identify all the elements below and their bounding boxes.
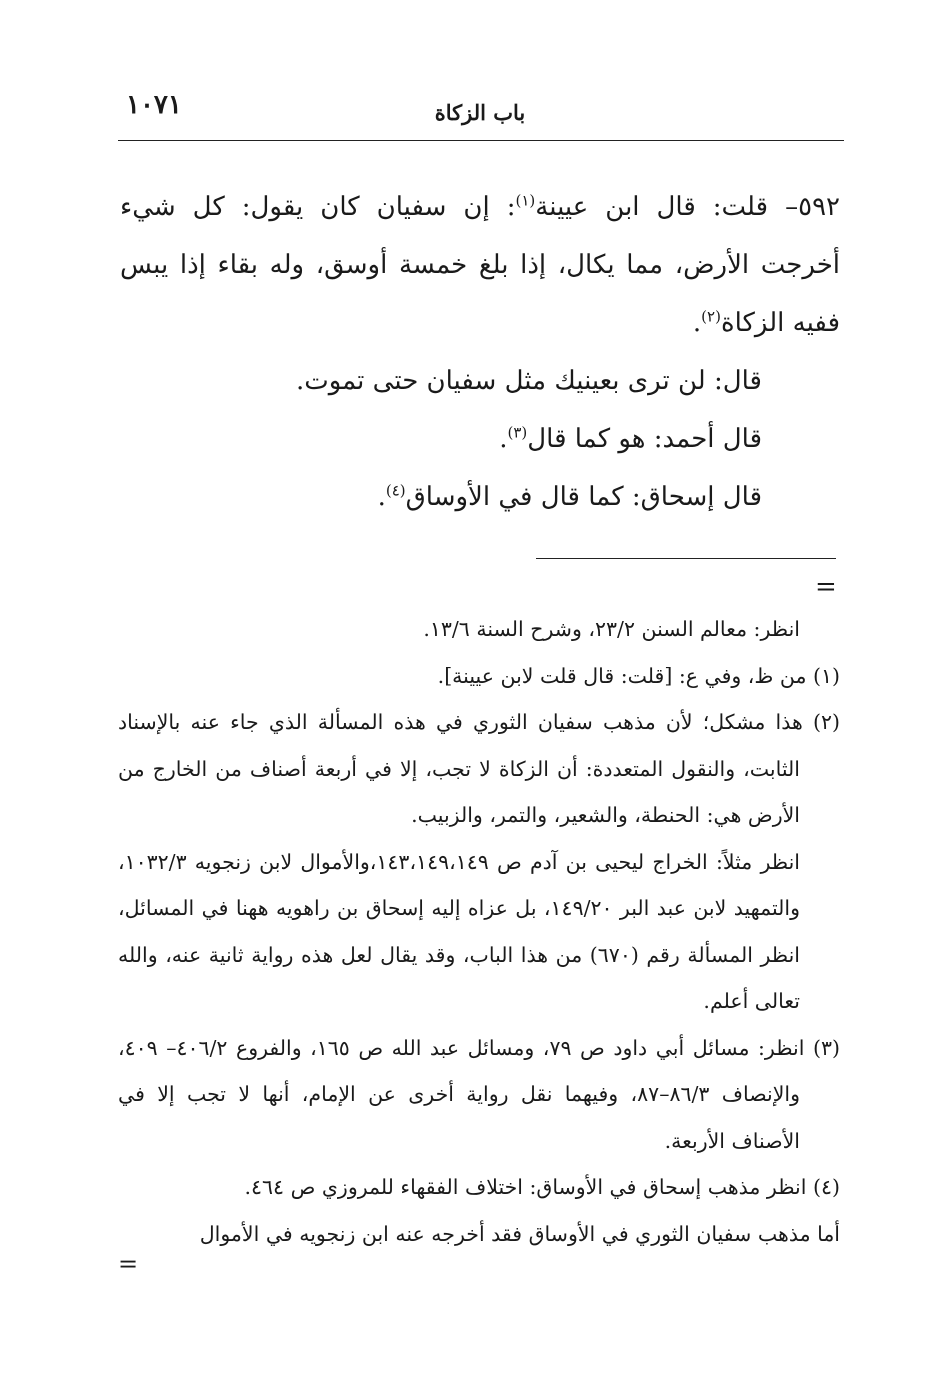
- line-ahmad: [120, 410, 840, 468]
- footnote-3: (٣) انظر: مسائل أبي داود ص ٧٩، ومسائل عبد الله ص ١٦٥، والفروع ٤٠٦/٢– ٤٠٩، والإنصاف ٨٦/٣–٨٧، وفيهما نقل رواية أخرى عن الإمام، أنها لا تجب إلا في الأصناف الأربعة.: [118, 1035, 840, 1153]
- note-ref-3[interactable]: (٣): [507, 423, 528, 442]
- note-ref-2[interactable]: (٢): [701, 307, 721, 326]
- entry-592: [120, 178, 840, 352]
- footnote-4: (٤) انظر مذهب إسحاق في الأوساق: اختلاف الفقهاء للمروزي ص ٤٦٤.: [244, 1175, 840, 1199]
- footnote-tail: أما مذهب سفيان الثوري في الأوساق فقد أخرجه عنه ابن زنجويه في الأموال: [199, 1221, 840, 1246]
- note-ref-1[interactable]: (١): [515, 191, 536, 210]
- footnote-separator: [536, 558, 836, 559]
- continued-mark: =: [815, 572, 837, 602]
- ahmad-period: .: [499, 424, 508, 454]
- ahmad-text: قال أحمد: هو كما قال: [527, 424, 762, 454]
- footnote-2-continued: انظر مثلاً: الخراج ليحيى بن آدم ص ١٤٣،١٤٩،١٤٩،والأموال لابن زنجويه ١٠٣٢/٣، والتمهيد لابن عبد البر ١٤٩/٢٠، بل عزاه إليه إسحاق بن راهويه ههنا في المسائل، انظر المسألة رقم (٦٧٠) من هذا الباب، وقد يقال لعل هذه رواية ثانية عنه، والله تعالى أعلم.: [118, 849, 801, 1013]
- entry-text-1: قلت: قال ابن عيينة: [535, 192, 769, 222]
- main-text: [120, 178, 840, 526]
- entry-text-2: : إن سفيان كان يقول: كل شيء أخرجت الأرض، مما يكال، إذا بلغ خمسة أوسق، وله بقاء إذا يبس ففيه الزكاة: [120, 192, 840, 338]
- footnotes: [118, 606, 840, 1257]
- footnote-1: (١) من ظ، وفي ع: [قلت: قال قلت لابن عيينة].: [437, 663, 840, 688]
- footnote-carryover: انظر: معالم السنن ٢٣/٢، وشرح السنة ١٣/٦.: [423, 617, 800, 641]
- running-title: باب الزكاة: [434, 100, 526, 125]
- header-rule: [118, 140, 844, 141]
- line-sufyan: قال: لن ترى بعينيك مثل سفيان حتى تموت.: [295, 366, 762, 396]
- page-number: ١٠٧١: [126, 90, 182, 120]
- continues-mark: =: [118, 1250, 139, 1278]
- line-ishaq: [120, 468, 840, 526]
- footnote-2: (٢) هذا مشكل؛ لأن مذهب سفيان الثوري في هذه المسألة الذي جاء عنه بالإسناد الثابت، والنقول المتعددة: أن الزكاة لا تجب، إلا في أربعة أصناف من الخارج من الأرض هي: الحنطة، والشعير، والتمر، والزبيب.: [118, 710, 840, 827]
- note-ref-4[interactable]: (٤): [385, 481, 406, 500]
- entry-number: ٥٩٢–: [785, 192, 841, 222]
- entry-period: .: [692, 308, 702, 338]
- ishaq-period: .: [377, 482, 386, 512]
- ishaq-text: قال إسحاق: كما قال في الأوساق: [405, 482, 762, 512]
